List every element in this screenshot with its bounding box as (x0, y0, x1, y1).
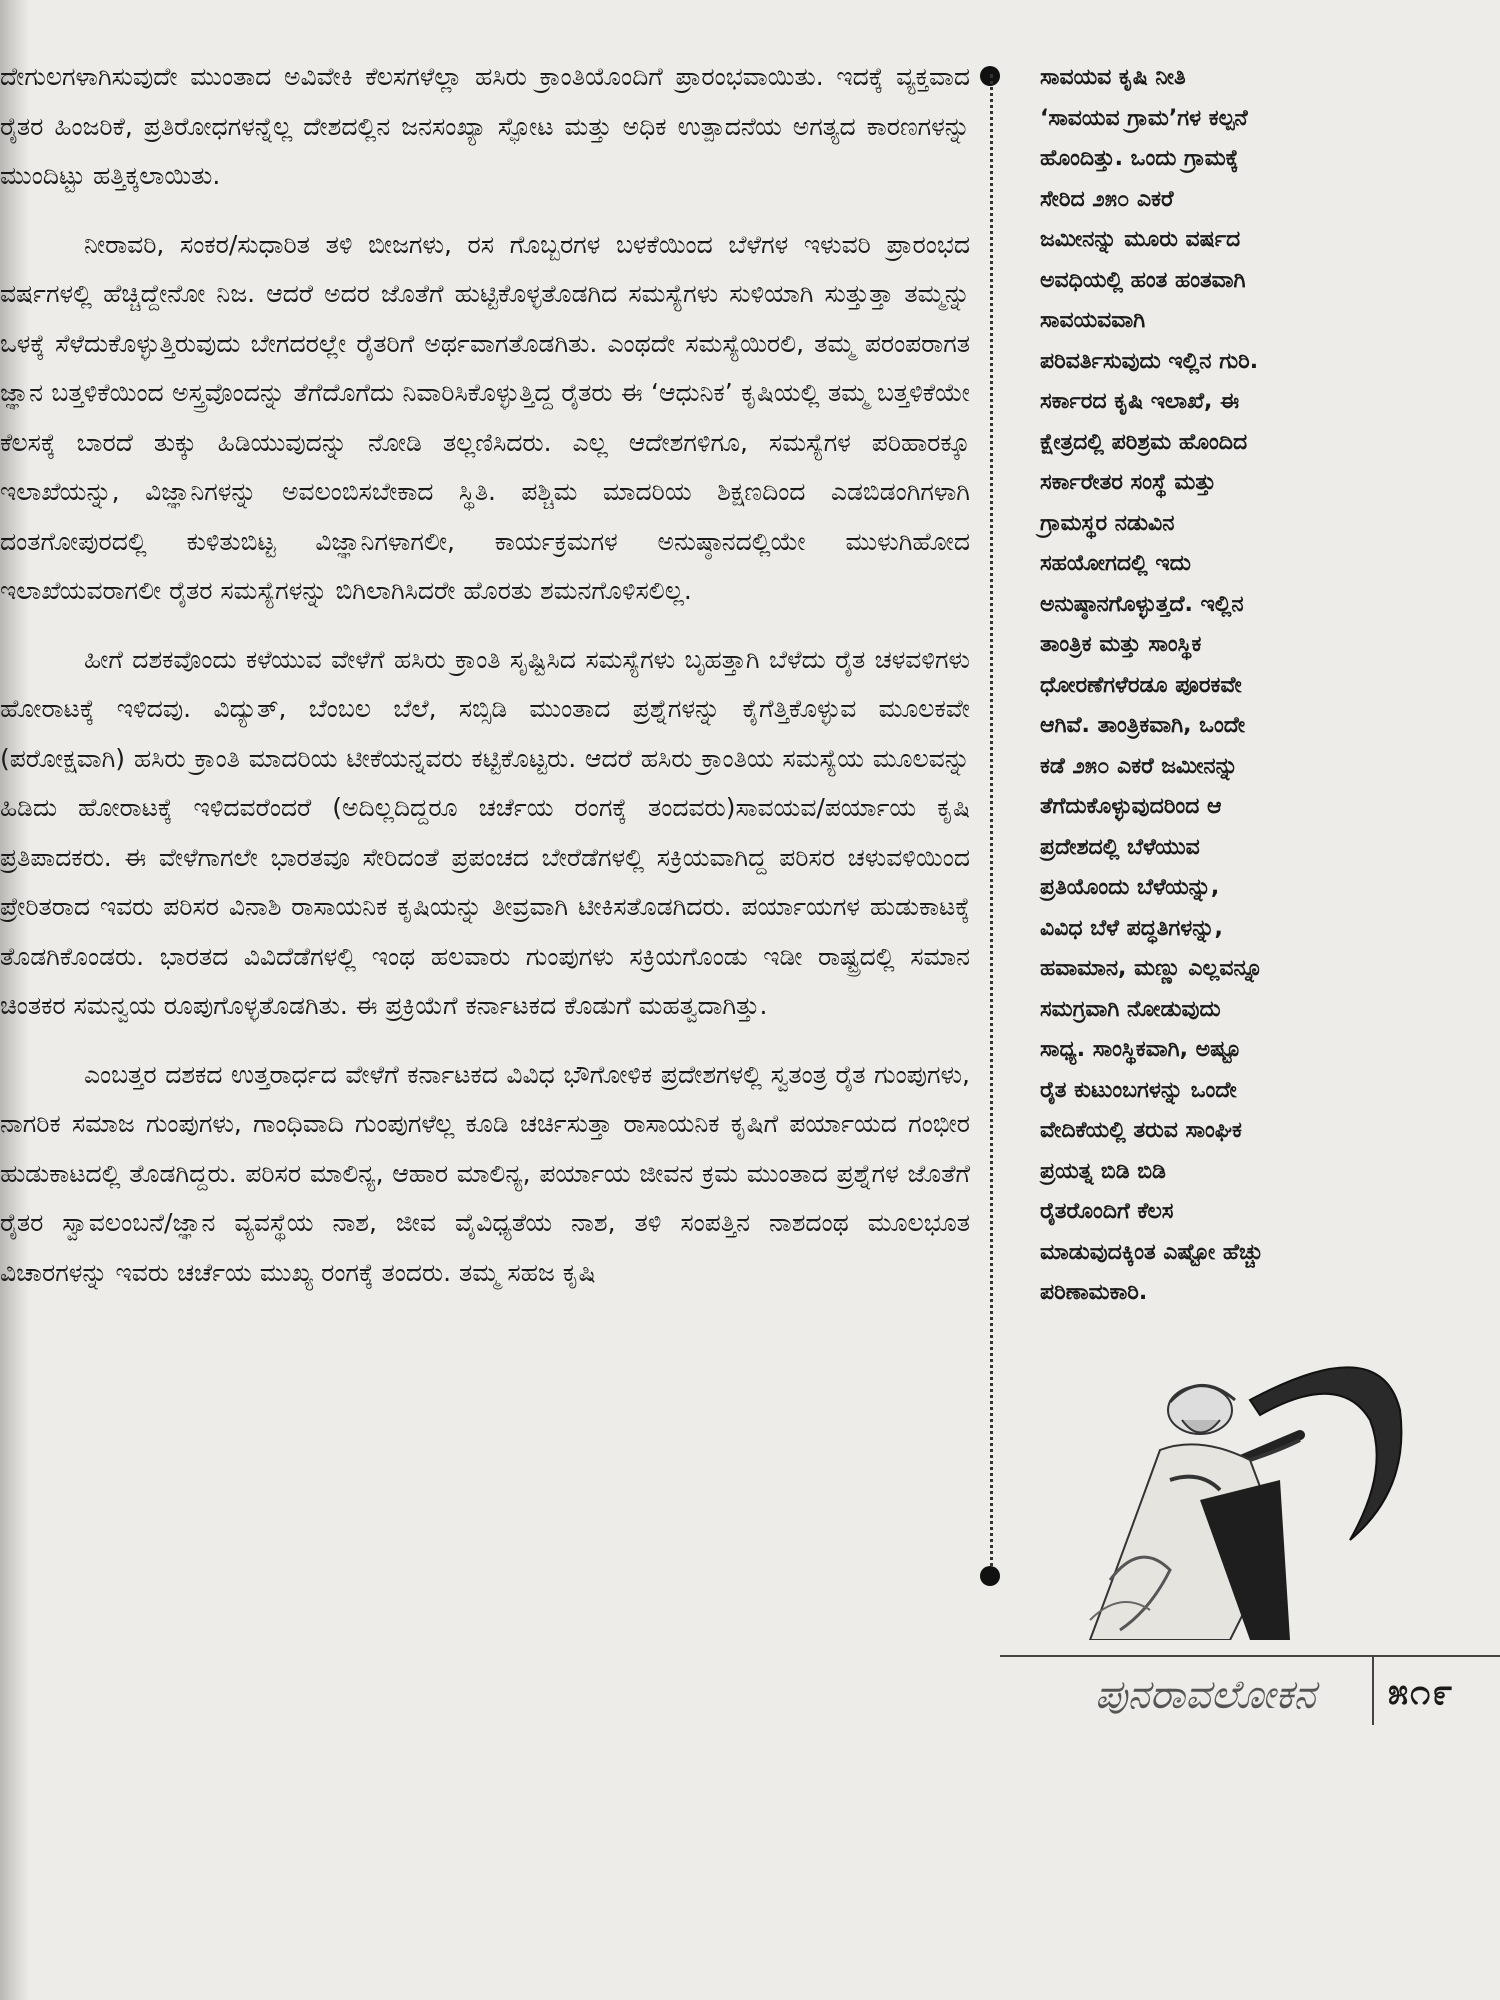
sidebar-line: ರೈತ ಕುಟುಂಬಗಳನ್ನು ಒಂದೇ (1040, 1077, 1237, 1103)
sidebar-line: ಪರಿವರ್ತಿಸುವುದು ಇಲ್ಲಿನ ಗುರಿ. (1040, 348, 1259, 374)
sidebar-line: ಸರ್ಕಾರೇತರ ಸಂಸ್ಥೆ ಮತ್ತು (1040, 470, 1216, 495)
sidebar-line: ಸಾವಯವ ಕೃಷಿ ನೀತಿ (1040, 65, 1186, 90)
footer-rule (1000, 1655, 1500, 1657)
sidebar-line: ಪ್ರಯತ್ನ ಬಿಡಿ ಬಿಡಿ (1040, 1158, 1166, 1184)
sidebar-line: ತಾಂತ್ರಿಕ ಮತ್ತು ಸಾಂಸ್ಥಿಕ (1040, 632, 1202, 657)
sidebar-line: ಸಾವಯವವಾಗಿ (1040, 308, 1146, 333)
sidebar-line: ಮಾಡುವುದಕ್ಕಿಂತ ಎಷ್ಟೋ ಹೆಚ್ಚು (1040, 1239, 1264, 1265)
sidebar-line: ಸಹಯೋಗದಲ್ಲಿ ಇದು (1040, 551, 1191, 576)
sidebar-line: ಜಮೀನನ್ನು ಮೂರು ವರ್ಷದ (1040, 227, 1241, 252)
column-divider (990, 74, 993, 1574)
article-paragraph-1: ದೇಗುಲಗಳಾಗಿಸುವುದೇ ಮುಂತಾದ ಅವಿವೇಕಿ ಕೆಲಸಗಳೆಲ್ಲಾ ಹಸಿರು ಕ್ರಾಂತಿಯೊಂದಿಗೆ ಪ್ರಾರಂಭವಾಯಿತು. ಇದಕ್ಕೆ ವ್ಯಕ್ತವಾದ ರೈತರ ಹಿಂಜರಿಕೆ, ಪ್ರತಿರೋಧಗಳನ್ನೆಲ್ಲ ದೇಶದಲ್ಲಿನ ಜನಸಂಖ್ಯಾ ಸ್ಫೋಟ ಮತ್ತು ಅಧಿಕ ಉತ್ಪಾದನೆಯ ಅಗತ್ಯದ ಕಾರಣಗಳನ್ನು ಮುಂದಿಟ್ಟು ಹತ್ತಿಕ್ಕಲಾಯಿತು. (0, 62, 970, 190)
sidebar-line: ಧೋರಣೆಗಳೆರಡೂ ಪೂರಕವೇ (1040, 672, 1242, 698)
sidebar-line: ಅನುಷ್ಠಾನಗೊಳ್ಳುತ್ತದೆ. ಇಲ್ಲಿನ (1040, 591, 1244, 617)
sidebar-line: ಅವಧಿಯಲ್ಲಿ ಹಂತ ಹಂತವಾಗಿ (1040, 267, 1246, 293)
farmer-with-sickle-illustration (1050, 1340, 1430, 1640)
divider-bottom-dot (980, 1566, 1000, 1586)
sidebar-line: ಸರ್ಕಾರದ ಕೃಷಿ ಇಲಾಖೆ, ಈ (1040, 389, 1240, 414)
sidebar-line: ಪ್ರದೇಶದಲ್ಲಿ ಬೆಳೆಯುವ (1040, 834, 1200, 860)
page-number: ೫೧೯ (1388, 1672, 1455, 1713)
sidebar-line: ಸಾಧ್ಯ. ಸಾಂಸ್ಥಿಕವಾಗಿ, ಅಷ್ಟೂ (1040, 1037, 1241, 1062)
sidebar-box (1040, 58, 1420, 1314)
sidebar-line: ಸಮಗ್ರವಾಗಿ ನೋಡುವುದು (1040, 996, 1221, 1022)
sidebar-line: ವಿವಿಧ ಬೆಳೆ ಪದ್ಧತಿಗಳನ್ನು, (1040, 915, 1223, 941)
sidebar-line: ವೇದಿಕೆಯಲ್ಲಿ ತರುವ ಸಾಂಘಿಕ (1040, 1118, 1242, 1143)
footer-separator (1372, 1655, 1374, 1725)
sidebar-line: ಆಗಿವೆ. ತಾಂತ್ರಿಕವಾಗಿ, ಒಂದೇ (1040, 713, 1246, 738)
sidebar-line: ‘ಸಾವಯವ ಗ್ರಾಮ’ಗಳ ಕಲ್ಪನೆ (1040, 105, 1248, 131)
sidebar-line: ತೆಗೆದುಕೊಳ್ಳುವುದರಿಂದ ಆ (1040, 794, 1222, 819)
sidebar-line: ಕ್ಷೇತ್ರದಲ್ಲಿ ಪರಿಶ್ರಮ ಹೊಂದಿದ (1040, 429, 1248, 455)
sidebar-line: ಹೊಂದಿತ್ತು. ಒಂದು ಗ್ರಾಮಕ್ಕೆ (1040, 146, 1239, 171)
sidebar-line: ಸೇರಿದ ೨೫೦ ಎಕರೆ (1040, 186, 1174, 212)
article-paragraph-2: ನೀರಾವರಿ, ಸಂಕರ/ಸುಧಾರಿತ ತಳಿ ಬೀಜಗಳು, ರಸ ಗೊಬ್ಬರಗಳ ಬಳಕೆಯಿಂದ ಬೆಳೆಗಳ ಇಳುವರಿ ಪ್ರಾರಂಭದ ವರ್ಷಗಳಲ್ಲಿ ಹೆಚ್ಚಿದ್ದೇನೋ ನಿಜ. ಆದರೆ ಅದರ ಜೊತೆಗೆ ಹುಟ್ಟಿಕೊಳ್ಳತೊಡಗಿದ ಸಮಸ್ಯೆಗಳು ಸುಳಿಯಾಗಿ ಸುತ್ತುತ್ತಾ ತಮ್ಮನ್ನು ಒಳಕ್ಕೆ ಸೆಳೆದುಕೊಳ್ಳುತ್ತಿರುವುದು ಬೇಗದರಲ್ಲೇ ರೈತರಿಗೆ ಅರ್ಥವಾಗತೊಡಗಿತು. ಎಂಥದೇ ಸಮಸ್ಯೆಯಿರಲಿ, ತಮ್ಮ ಪರಂಪರಾಗತ ಜ್ಞಾನ ಬತ್ತಳಿಕೆಯಿಂದ ಅಸ್ತ್ರವೊಂದನ್ನು ತೆಗೆದೊಗೆದು ನಿವಾರಿಸಿಕೊಳ್ಳುತ್ತಿದ್ದ ರೈತರು ಈ ‘ಆಧುನಿಕ’ ಕೃಷಿಯಲ್ಲಿ ತಮ್ಮ ಬತ್ತಳಿಕೆಯೇ ಕೆಲಸಕ್ಕೆ ಬಾರದೆ ತುಕ್ಕು ಹಿಡಿಯುವುದನ್ನು ನೋಡಿ ತಲ್ಲಣಿಸಿದರು. ಎಲ್ಲ ಆದೇಶಗಳಿಗೂ, ಸಮಸ್ಯೆಗಳ ಪರಿಹಾರಕ್ಕೂ ಇಲಾಖೆಯನ್ನು, ವಿಜ್ಞಾನಿಗಳನ್ನು ಅವಲಂಬಿಸಬೇಕಾದ ಸ್ಥಿತಿ. ಪಶ್ಚಿಮ ಮಾದರಿಯ ಶಿಕ್ಷಣದಿಂದ ಎಡಬಿಡಂಗಿಗಳಾಗಿ ದಂತಗೋಪುರದಲ್ಲಿ ಕುಳಿತುಬಿಟ್ಟ ವಿಜ್ಞಾನಿಗಳಾಗಲೀ, ಕಾರ್ಯಕ್ರಮಗಳ ಅನುಷ್ಠಾನದಲ್ಲಿಯೇ ಮುಳುಗಿಹೋದ ಇಲಾಖೆಯವರಾಗಲೀ ರೈತರ ಸಮಸ್ಯೆಗಳನ್ನು ಬಿಗಿಲಾಗಿಸಿದರೇ ಹೊರತು ಶಮನಗೊಳಿಸಲಿಲ್ಲ. (0, 229, 970, 605)
sidebar-line: ರೈತರೊಂದಿಗೆ ಕೆಲಸ (1040, 1199, 1174, 1224)
sidebar-line: ಪ್ರತಿಯೊಂದು ಬೆಳೆಯನ್ನು, (1040, 875, 1220, 900)
article-paragraph-3: ಹೀಗೆ ದಶಕವೊಂದು ಕಳೆಯುವ ವೇಳೆಗೆ ಹಸಿರು ಕ್ರಾಂತಿ ಸೃಷ್ಟಿಸಿದ ಸಮಸ್ಯೆಗಳು ಬೃಹತ್ತಾಗಿ ಬೆಳೆದು ರೈತ ಚಳವಳಿಗಳು ಹೋರಾಟಕ್ಕೆ ಇಳಿದವು. ವಿದ್ಯುತ್, ಬೆಂಬಲ ಬೆಲೆ, ಸಬ್ಸಿಡಿ ಮುಂತಾದ ಪ್ರಶ್ನೆಗಳನ್ನು ಕೈಗೆತ್ತಿಕೊಳ್ಳುವ ಮೂಲಕವೇ (ಪರೋಕ್ಷವಾಗಿ) ಹಸಿರು ಕ್ರಾಂತಿ ಮಾದರಿಯ ಟೀಕೆಯನ್ನವರು ಕಟ್ಟಿಕೊಟ್ಟರು. ಆದರೆ ಹಸಿರು ಕ್ರಾಂತಿಯ ಸಮಸ್ಯೆಯ ಮೂಲವನ್ನು ಹಿಡಿದು ಹೋರಾಟಕ್ಕೆ ಇಳಿದವರೆಂದರೆ (ಅದಿಲ್ಲದಿದ್ದರೂ ಚರ್ಚೆಯ ರಂಗಕ್ಕೆ ತಂದವರು)ಸಾವಯವ/ಪರ್ಯಾಯ ಕೃಷಿ ಪ್ರತಿಪಾದಕರು. ಈ ವೇಳೆಗಾಗಲೇ ಭಾರತವೂ ಸೇರಿದಂತೆ ಪ್ರಪಂಚದ ಬೇರೆಡೆಗಳಲ್ಲಿ ಸಕ್ರಿಯವಾಗಿದ್ದ ಪರಿಸರ ಚಳುವಳಿಯಿಂದ ಪ್ರೇರಿತರಾದ ಇವರು ಪರಿಸರ ವಿನಾಶಿ ರಾಸಾಯನಿಕ ಕೃಷಿಯನ್ನು ತೀವ್ರವಾಗಿ ಟೀಕಿಸತೊಡಗಿದರು. ಪರ್ಯಾಯಗಳ ಹುಡುಕಾಟಕ್ಕೆ ತೊಡಗಿಕೊಂಡರು. ಭಾರತದ ವಿವಿದೆಡೆಗಳಲ್ಲಿ ಇಂಥ ಹಲವಾರು ಗುಂಪುಗಳು ಸಕ್ರಿಯಗೊಂಡು ಇಡೀ ರಾಷ್ಟ್ರದಲ್ಲಿ ಸಮಾನ ಚಿಂತಕರ ಸಮನ್ವಯ ರೂಪುಗೊಳ್ಳತೊಡಗಿತು. ಈ ಪ್ರಕ್ರಿಯೆಗೆ ಕರ್ನಾಟಕದ ಕೊಡುಗೆ ಮಹತ್ವದಾಗಿತ್ತು. (0, 644, 970, 1020)
sidebar-line: ಹವಾಮಾನ, ಮಣ್ಣು ಎಲ್ಲವನ್ನೂ (1040, 956, 1263, 981)
main-article-column (0, 52, 970, 1316)
running-footer-title: ಪುನರಾವಲೋಕನ (1095, 1672, 1316, 1718)
article-paragraph-4: ಎಂಬತ್ತರ ದಶಕದ ಉತ್ತರಾರ್ಧದ ವೇಳೆಗೆ ಕರ್ನಾಟಕದ ವಿವಿಧ ಭೌಗೋಳಿಕ ಪ್ರದೇಶಗಳಲ್ಲಿ ಸ್ವತಂತ್ರ ರೈತ ಗುಂಪುಗಳು, ನಾಗರಿಕ ಸಮಾಜ ಗುಂಪುಗಳು, ಗಾಂಧಿವಾದಿ ಗುಂಪುಗಳೆಲ್ಲ ಕೂಡಿ ಚರ್ಚಿಸುತ್ತಾ ರಾಸಾಯನಿಕ ಕೃಷಿಗೆ ಪರ್ಯಾಯದ ಗಂಭೀರ ಹುಡುಕಾಟದಲ್ಲಿ ತೊಡಗಿದ್ದರು. ಪರಿಸರ ಮಾಲಿನ್ಯ, ಆಹಾರ ಮಾಲಿನ್ಯ, ಪರ್ಯಾಯ ಜೀವನ ಕ್ರಮ ಮುಂತಾದ ಪ್ರಶ್ನೆಗಳ ಜೊತೆಗೆ ರೈತರ ಸ್ವಾವಲಂಬನೆ/ಜ್ಞಾನ ವ್ಯವಸ್ಥೆಯ ನಾಶ, ಜೀವ ವೈವಿಧ್ಯತೆಯ ನಾಶ, ತಳಿ ಸಂಪತ್ತಿನ ನಾಶದಂಥ ಮೂಲಭೂತ ವಿಚಾರಗಳನ್ನು ಇವರು ಚರ್ಚೆಯ ಮುಖ್ಯ ರಂಗಕ್ಕೆ ತಂದರು. ತಮ್ಮ ಸಹಜ ಕೃಷಿ (0, 1059, 970, 1287)
sidebar-line: ಕಡೆ ೨೫೦ ಎಕರೆ ಜಮೀನನ್ನು (1040, 753, 1238, 779)
sidebar-line: ಗ್ರಾಮಸ್ಥರ ನಡುವಿನ (1040, 510, 1175, 536)
sidebar-line: ಪರಿಣಾಮಕಾರಿ. (1040, 1280, 1148, 1305)
